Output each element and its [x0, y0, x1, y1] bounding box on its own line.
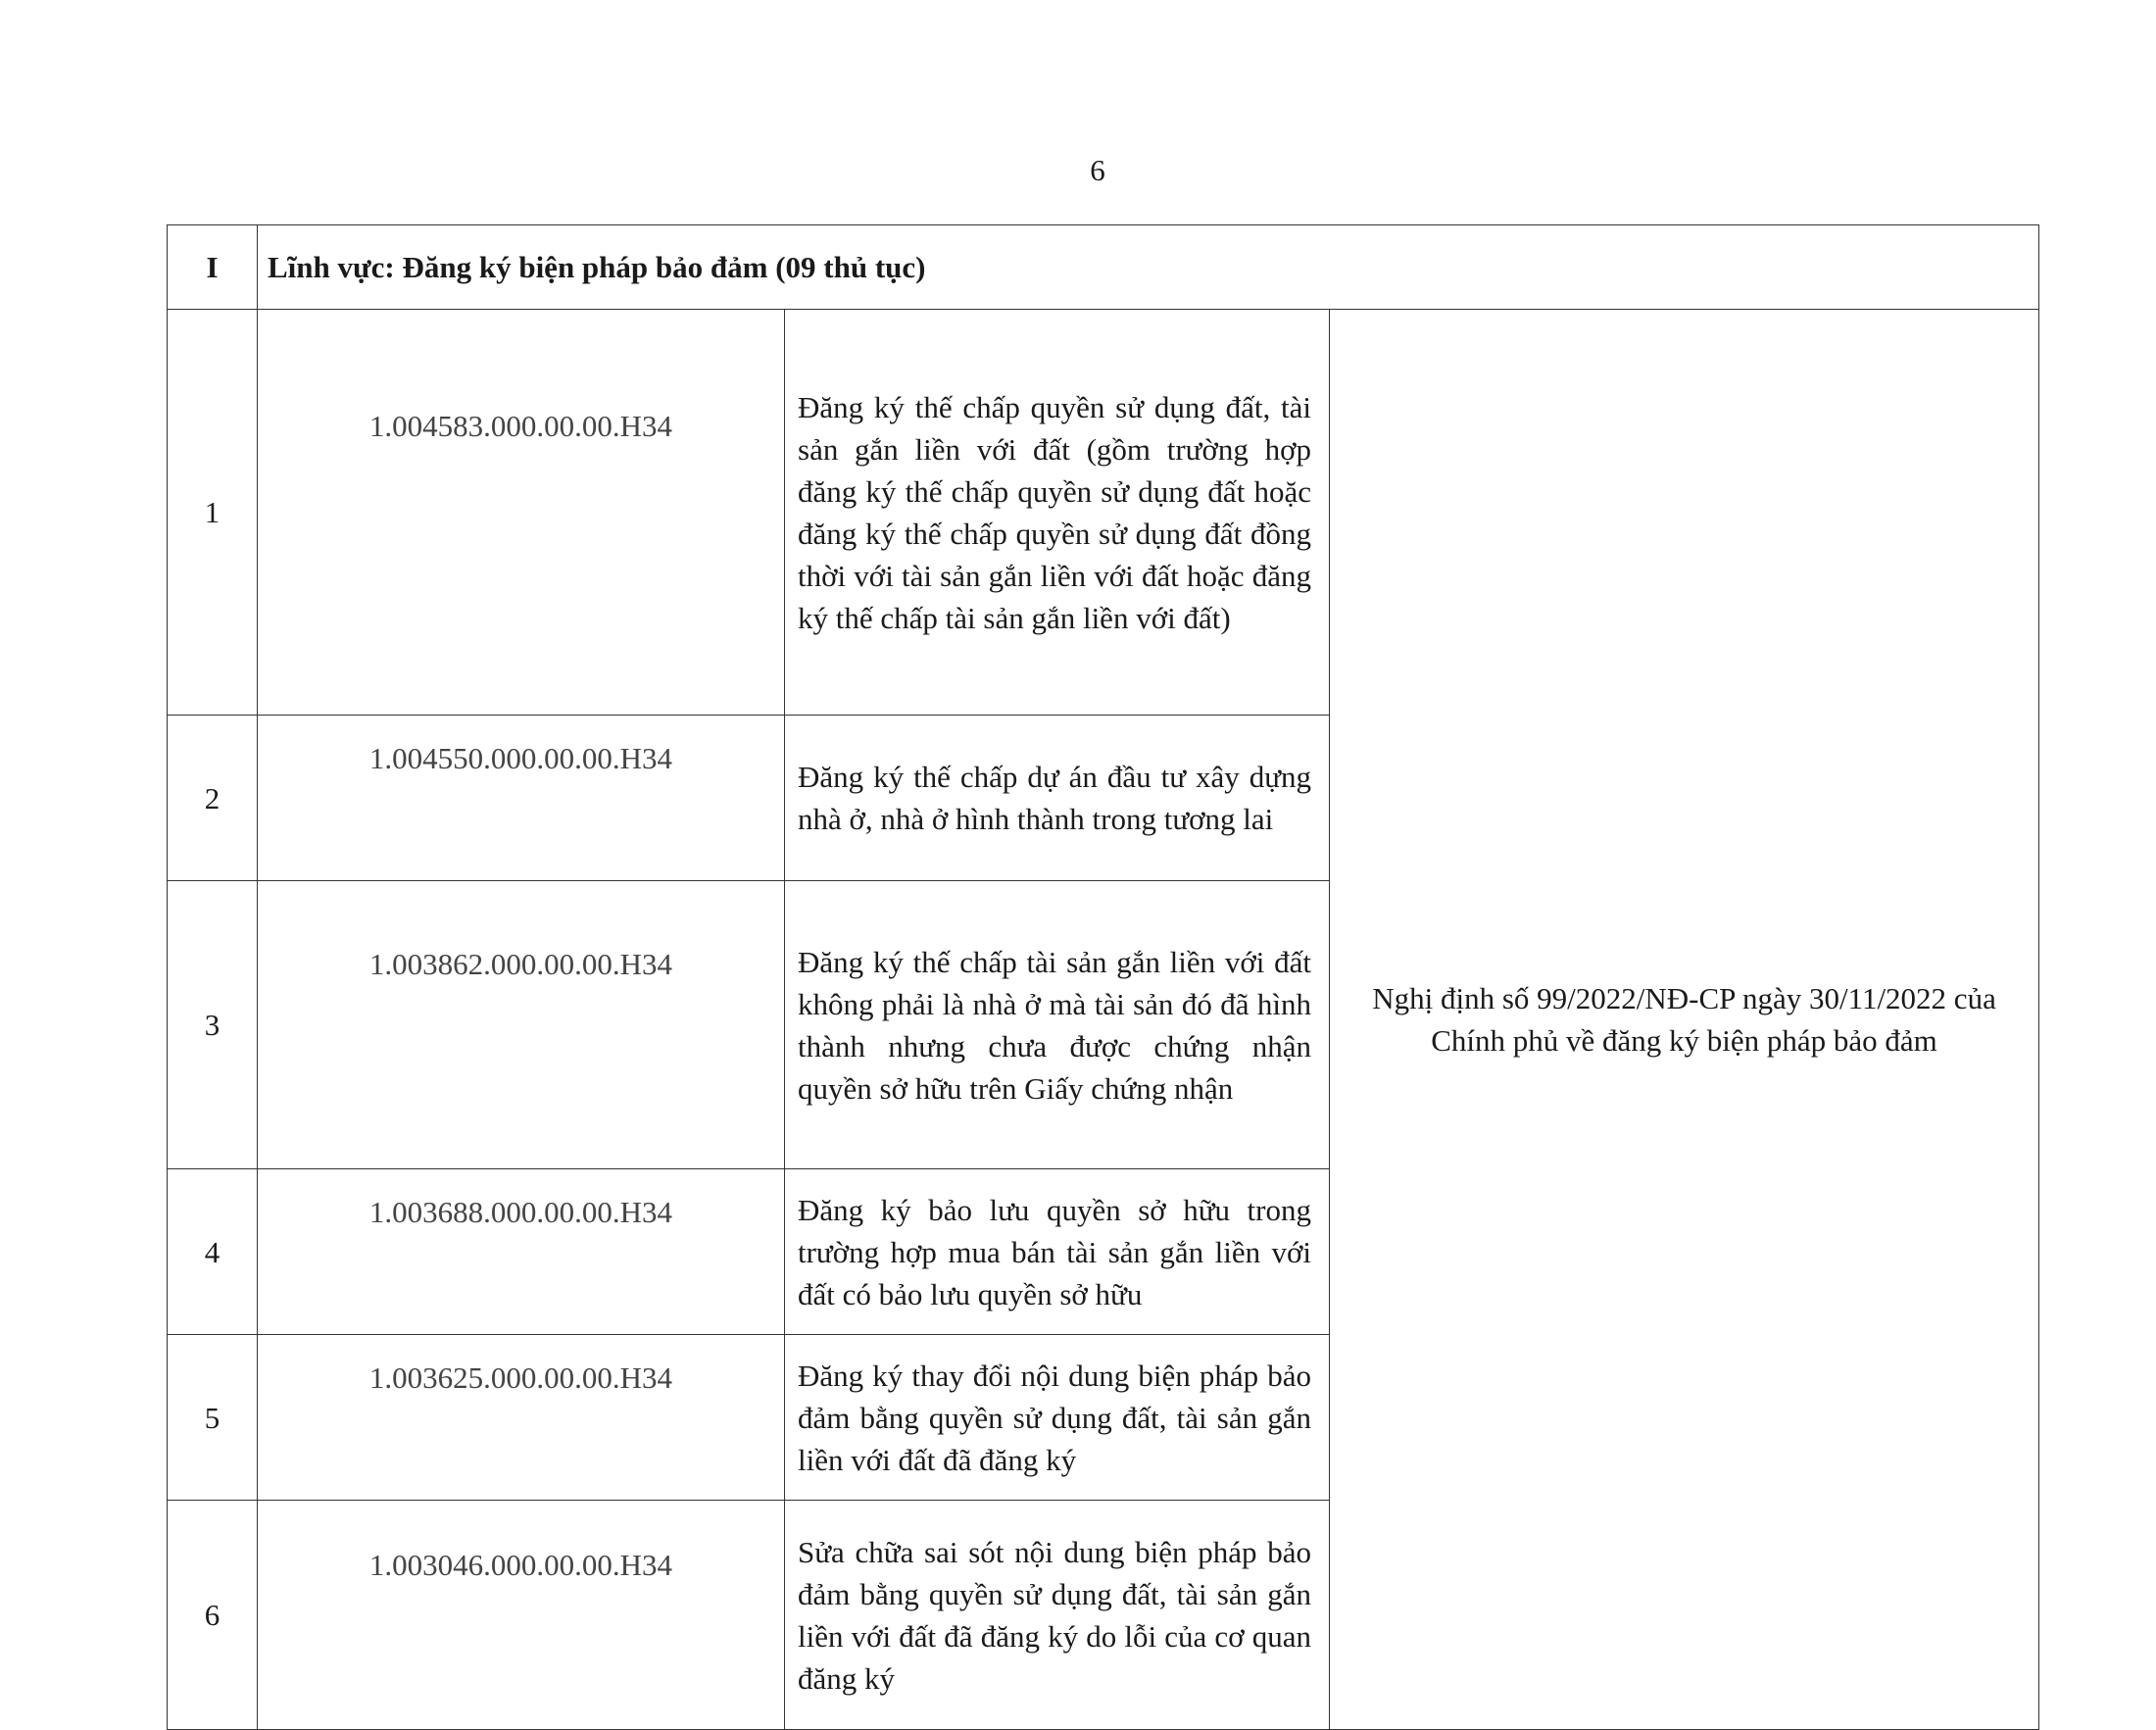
procedure-code: 1.003688.000.00.00.H34: [258, 1169, 785, 1335]
page-number: 6: [1090, 153, 1105, 187]
section-index: I: [168, 225, 258, 310]
procedure-code: 1.003625.000.00.00.H34: [258, 1335, 785, 1501]
procedure-name: Đăng ký thế chấp quyền sử dụng đất, tài sản gắn liền với đất (gồm trường hợp đăng ký thế chấp quyền sử dụng đất hoặc đăng ký thế chấp quyền sử dụng đất đồng thời với tài sản gắn liền với đất hoặc đăng ký thế chấp tài sản gắn liền với đất): [785, 310, 1330, 716]
procedure-code: 1.004583.000.00.00.H34: [258, 310, 785, 716]
legal-basis: Nghị định số 99/2022/NĐ-CP ngày 30/11/2022 của Chính phủ về đăng ký biện pháp bảo đảm: [1330, 310, 2039, 1730]
row-index: 4: [168, 1169, 258, 1335]
row-index: 5: [168, 1335, 258, 1501]
row-index: 3: [168, 881, 258, 1169]
procedure-name: Đăng ký thay đổi nội dung biện pháp bảo đảm bằng quyền sử dụng đất, tài sản gắn liền với đất đã đăng ký: [785, 1335, 1330, 1501]
procedure-name: Sửa chữa sai sót nội dung biện pháp bảo đảm bằng quyền sử dụng đất, tài sản gắn liền với đất đã đăng ký do lỗi của cơ quan đăng ký: [785, 1501, 1330, 1730]
procedure-table: [167, 224, 2039, 1730]
row-index: 1: [168, 310, 258, 716]
row-index: 6: [168, 1501, 258, 1730]
procedure-name: Đăng ký thế chấp dự án đầu tư xây dựng nhà ở, nhà ở hình thành trong tương lai: [785, 716, 1330, 881]
procedure-code: 1.003046.000.00.00.H34: [258, 1501, 785, 1730]
table-row: [168, 310, 2039, 716]
procedure-code: 1.003862.000.00.00.H34: [258, 881, 785, 1169]
procedure-name: Đăng ký thế chấp tài sản gắn liền với đất không phải là nhà ở mà tài sản đó đã hình thành nhưng chưa được chứng nhận quyền sở hữu trên Giấy chứng nhận: [785, 881, 1330, 1169]
procedure-name: Đăng ký bảo lưu quyền sở hữu trong trường hợp mua bán tài sản gắn liền với đất có bảo lưu quyền sở hữu: [785, 1169, 1330, 1335]
procedure-code: 1.004550.000.00.00.H34: [258, 716, 785, 881]
row-index: 2: [168, 716, 258, 881]
section-header-row: [168, 225, 2039, 310]
section-title: Lĩnh vực: Đăng ký biện pháp bảo đảm (09 thủ tục): [258, 225, 2039, 310]
